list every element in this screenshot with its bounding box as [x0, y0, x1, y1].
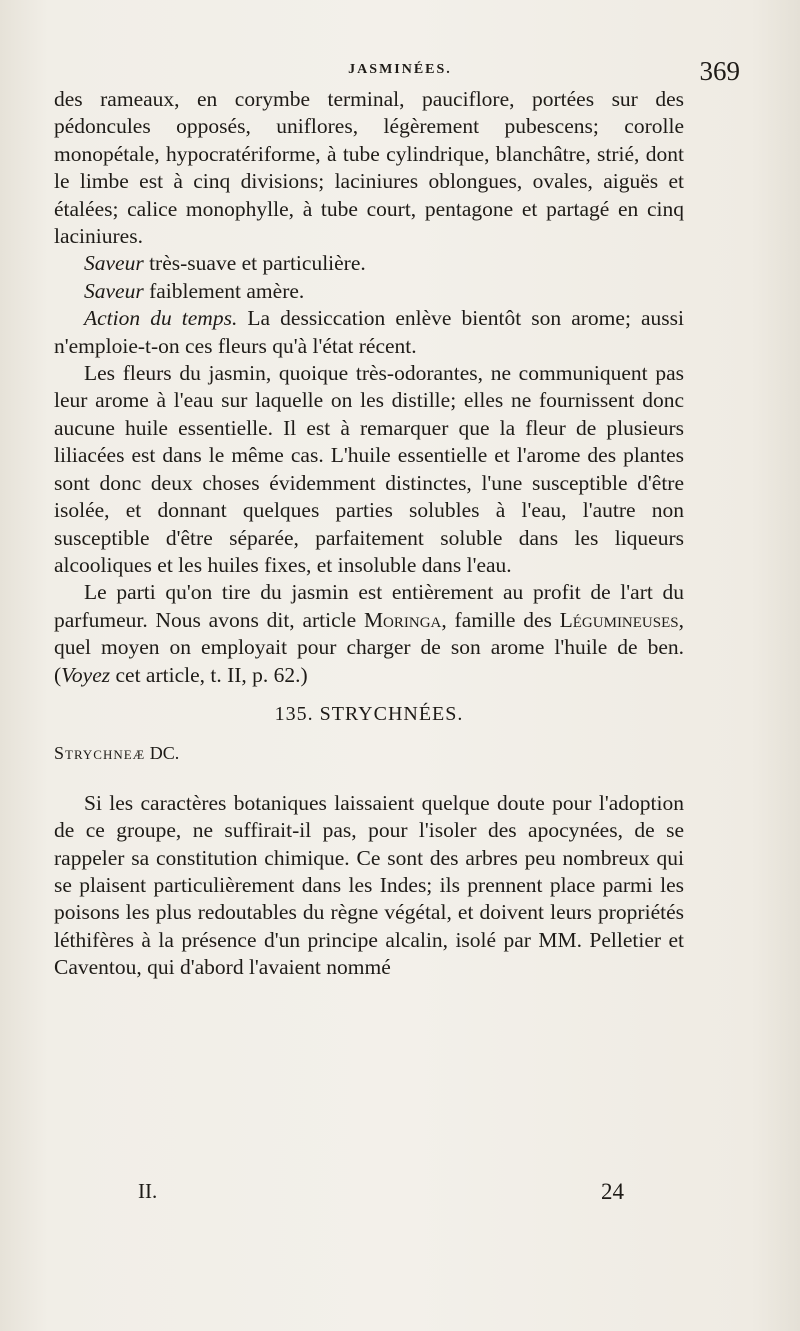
paragraph-parti: [54, 579, 684, 689]
p3-part-d: cet article, t. II, p. 62.): [110, 662, 308, 687]
saveur-text-1: très-suave et particulière.: [143, 251, 366, 276]
saveur-label-2: Saveur: [84, 278, 144, 303]
paragraph-description: des rameaux, en corymbe terminal, pauciflore, portées sur des pédoncules opposés, uniflores, légèrement pubescens; corolle monopétale, hypocratériforme, à tube cylindrique, blanchâtre, strié, dont le limbe est à cinq divisions; laciniures oblongues, ovales, aiguës et étalées; calice monophylle, à tube court, pentagone et partagé en cinq laciniures.: [54, 87, 684, 249]
section-title: 135. STRYCHNÉES.: [274, 702, 464, 725]
paragraph-strychnees: Si les caractères botaniques laissaient quelque doute pour l'adoption de ce groupe, ne suffirait-il pas, pour l'isoler des apocynées, de se rappeler sa constitution chimique. Ce sont des arbres peu nombreux qui se plaisent particulièrement dans les Indes; ils prennent place parmi les poisons les plus redoutables du règne végétal, et doivent leurs propriétés léthifères à la présence d'un principe alcalin, isolé par MM. Pelletier et Caventou, qui d'abord l'avaient nommé: [54, 790, 684, 980]
running-head: JASMINÉES.: [348, 62, 452, 77]
voyez-word: Voyez: [61, 662, 111, 687]
paragraph-fleurs: Les fleurs du jasmin, quoique très-odorantes, ne communiquent pas leur arome à l'eau sur laquelle on les distille; elles ne fournissent donc aucune huile essentielle. Il est à remarquer que la fleur de plusieurs liliacées est dans le même cas. L'huile essentielle et l'arome des plantes sont donc deux choses évidemment distinctes, l'une susceptible d'être isolée, et donnant quelques parties solubles à l'eau, l'autre non susceptible d'être séparée, parfaitement soluble dans les liqueurs alcooliques et les huiles fixes, et insoluble dans l'eau.: [54, 361, 684, 577]
saveur-text-2: faiblement amère.: [143, 278, 305, 303]
action-text: La dessiccation enlève bientôt son arome; aussi n'emploie-t-on ces fleurs qu'à l'état récent.: [54, 306, 684, 358]
saveur-label-1: Saveur: [84, 251, 144, 276]
action-label: Action du temps.: [84, 306, 238, 331]
latin-name-line: [54, 740, 684, 767]
page-footer: [54, 1175, 684, 1215]
signature-mark: 24: [601, 1179, 624, 1204]
latin-name: Strychneæ: [54, 743, 146, 764]
moringa-ref: Moringa: [363, 607, 442, 632]
p3-part-b: , famille des: [441, 607, 560, 632]
saveur-line-2: [54, 278, 684, 305]
legumineuses-ref: Légumineuses: [559, 607, 679, 632]
page-number: 369: [699, 56, 740, 86]
p3-part-a: Le parti qu'on tire du jasmin est entièrement au profit de l'art du parfumeur. Nous avons dit, article: [54, 580, 684, 632]
action-du-temps: [54, 305, 684, 360]
p3-part-c: , quel moyen on employait pour charger de son arome l'huile de ben. (: [54, 607, 684, 687]
saveur-line-1: [54, 250, 684, 277]
volume-mark: II.: [138, 1179, 158, 1203]
page-body: [54, 86, 684, 982]
latin-author: DC.: [145, 743, 180, 764]
